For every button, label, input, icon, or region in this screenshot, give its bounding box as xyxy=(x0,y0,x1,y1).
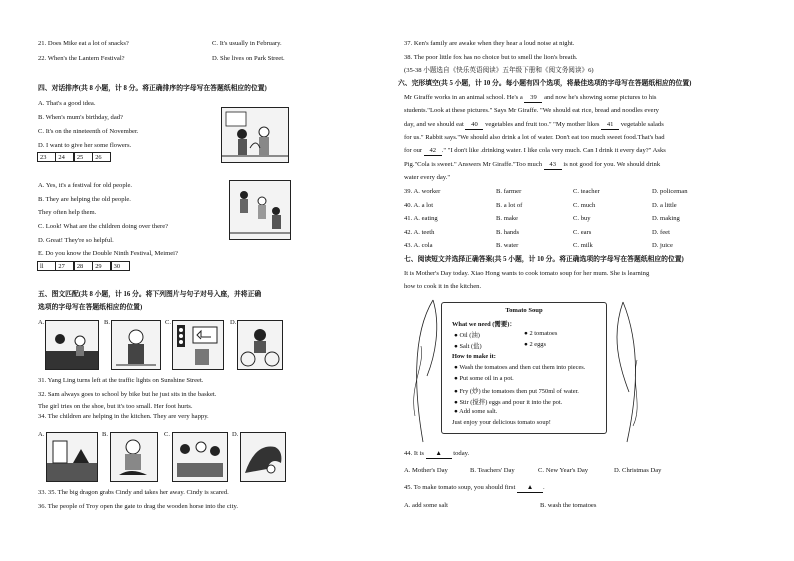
picture-c1-traffic xyxy=(172,320,224,370)
order-boxes-2 xyxy=(37,261,129,271)
q22-text: 22. When's the Lantern Festival? xyxy=(38,55,125,62)
dialogue1-line: C. It's on the nineteenth of November. xyxy=(38,128,139,135)
section-5-title: 五、图文匹配(共 8 小题，计 16 分。将下列图片与句子对号入座，并将正确 xyxy=(38,291,262,298)
birthday-illustration xyxy=(221,107,289,163)
option-41-a[interactable]: 41. A. eating xyxy=(404,215,438,222)
ingredient: ● 2 eggs xyxy=(524,341,546,348)
dialogue1-line: A. That's a good idea. xyxy=(38,100,96,107)
recipe-card-area xyxy=(405,296,643,444)
option-44-d[interactable]: D. Christmas Day xyxy=(614,467,662,474)
order-box[interactable]: ll xyxy=(37,261,56,271)
sentence-37: 37. Ken's family are awake when they hear a loud noise at night. xyxy=(404,40,575,47)
cloze-line-1 xyxy=(404,94,656,103)
order-box[interactable]: 27 xyxy=(55,261,74,271)
cloze-text: Mr Giraffe works in an animal school. He's a xyxy=(404,94,525,101)
recipe-need: What we need (需要)： xyxy=(452,321,516,328)
reading-intro-cont: how to cook it in the kitchen. xyxy=(404,283,482,290)
helping-drawing xyxy=(230,181,290,239)
picture-c2-kitchen xyxy=(172,432,228,482)
q45-text: . xyxy=(542,484,545,491)
option-44-c[interactable]: C. New Year's Day xyxy=(538,467,589,474)
order-boxes-1 xyxy=(37,152,111,162)
bike-drawing xyxy=(238,321,282,369)
option-43-a[interactable]: 43. A. cola xyxy=(404,242,433,249)
q21-text: 21. Does Mike eat a lot of snacks? xyxy=(38,40,129,47)
picture-b1 xyxy=(111,320,161,370)
recipe-step: ● Stir (搅拌) eggs and pour it into the pot. xyxy=(454,399,563,406)
dialogue1-line: B. When's mum's birthday, dad? xyxy=(38,114,123,121)
recipe-step: ● Wash the tomatoes and then cut them into pieces. xyxy=(454,364,586,371)
option-39-b[interactable]: B. farmer xyxy=(496,188,522,195)
option-42-a[interactable]: 42. A. teeth xyxy=(404,229,435,236)
option-41-d[interactable]: D. making xyxy=(652,215,680,222)
reading-intro: It is Mother's Day today. Xiao Hong wants to cook tomato soup for her mum. She is learning xyxy=(404,270,650,277)
troy-drawing xyxy=(47,433,97,481)
cloze-line-3 xyxy=(404,121,664,130)
source-note: (35-38 小题选自《快乐英语阅读》五年级下册和《阅文务阅读》6) xyxy=(404,67,594,74)
birthday-drawing xyxy=(222,108,288,162)
shoe-drawing xyxy=(111,433,157,481)
sentence-35: 33. 35. The big dragon grabs Cindy and takes her away. Cindy is scared. xyxy=(38,489,229,496)
blank-42[interactable]: 42 xyxy=(424,147,442,156)
cloze-text: day, and we should eat xyxy=(404,121,466,128)
ingredient: ● 2 tomatoes xyxy=(524,330,558,337)
option-42-d[interactable]: D. feet xyxy=(652,229,670,236)
section-4-title: 四、对话排序(共 8 小题，计 8 分。将正确排序的字母写在答题纸相应的位置) xyxy=(38,85,267,92)
order-box[interactable]: 29 xyxy=(92,261,111,271)
option-45-b[interactable]: B. wash the tomatoes xyxy=(540,502,597,509)
cloze-line-7: water every day." xyxy=(404,174,451,181)
option-41-b[interactable]: B. make xyxy=(496,215,518,222)
q21-answer: C. It's usually in February. xyxy=(212,40,282,47)
cloze-line-5 xyxy=(404,147,666,156)
order-box[interactable]: 26 xyxy=(92,152,111,162)
recipe-card xyxy=(441,302,607,434)
blank-41[interactable]: 41 xyxy=(601,121,619,130)
cloze-text: is not good for you. We should drink xyxy=(561,161,661,168)
cloze-text: vegetable salads xyxy=(619,121,664,128)
kitchen-drawing xyxy=(173,433,227,481)
pic-label-c2: C. xyxy=(164,431,170,438)
option-43-b[interactable]: B. water xyxy=(496,242,519,249)
q22-answer: D. She lives on Park Street. xyxy=(212,55,285,62)
order-box[interactable]: 23 xyxy=(37,152,56,162)
blank-43[interactable]: 43 xyxy=(544,161,562,170)
option-43-d[interactable]: D. juice xyxy=(652,242,673,249)
story-drawing xyxy=(112,321,160,369)
pic-label-a1: A. xyxy=(38,319,45,326)
cloze-line-4: for us." Rabbit says."We should also drink a lot of water. Don't eat too much sweet food.That's bad xyxy=(404,134,665,141)
option-40-c[interactable]: C. much xyxy=(573,202,596,209)
dialogue2-line: D. Great! They're so helpful. xyxy=(38,237,114,244)
option-39-c[interactable]: C. teacher xyxy=(573,188,600,195)
option-39-d[interactable]: D. policeman xyxy=(652,188,688,195)
option-40-a[interactable]: 40. A. a lot xyxy=(404,202,434,209)
option-40-b[interactable]: B. a lot of xyxy=(496,202,523,209)
section-7-title: 七、阅读短文并选择正确答案(共 5 小题，计 10 分。将正确选项的字母写在答题纸相应的位置) xyxy=(404,256,684,263)
cloze-text: ." "I don't like .drinking water. I like cola very much. Can I drink it every day?" Asks xyxy=(441,147,666,154)
pic-label-b1: B. xyxy=(104,319,110,326)
recipe-step: ● Fry (炒) the tomatoes then put 750ml of water. xyxy=(454,388,579,395)
order-box[interactable]: 25 xyxy=(74,152,93,162)
dialogue1-line: D. I want to give her some flowers. xyxy=(38,142,132,149)
sentence-31: 31. Yang Ling turns left at the traffic lights on Sunshine Street. xyxy=(38,377,204,384)
q44-text: today. xyxy=(451,450,470,457)
option-44-a[interactable]: A. Mother's Day xyxy=(404,467,448,474)
recipe-step: ● Put some oil in a pot. xyxy=(454,375,514,382)
option-42-b[interactable]: B. hands xyxy=(496,229,520,236)
option-39-a[interactable]: 39. A. worker xyxy=(404,188,441,195)
blank-39[interactable]: 39 xyxy=(524,94,542,103)
pic-label-b2: B. xyxy=(102,431,108,438)
order-box[interactable]: 30 xyxy=(111,261,130,271)
option-44-b[interactable]: B. Teachers' Day xyxy=(470,467,515,474)
blank-40[interactable]: 40 xyxy=(465,121,483,130)
recipe-step: ● Add some salt. xyxy=(454,408,498,415)
sentence-38: 38. The poor little fox has no choice but to smell the lion's breath. xyxy=(404,54,578,61)
recipe-title: Tomato Soup xyxy=(505,307,543,314)
ingredient: ● Salt (盐) xyxy=(454,343,482,350)
dialogue2-line: A. Yes, it's a festival for old people. xyxy=(38,182,133,189)
sentence-34: 34. The children are helping in the kitchen. They are very happy. xyxy=(38,413,209,420)
cloze-line-2: students."Look at these pictures." Says Mr Giraffe. "We should eat rice, bread and noodles every xyxy=(404,107,659,114)
picture-a2 xyxy=(46,432,98,482)
dialogue2-line: B. They are helping the old people. xyxy=(38,196,131,203)
traffic-drawing xyxy=(173,321,223,369)
dialogue2-line: They often help them. xyxy=(38,209,97,216)
ingredient: ● Oil (油) xyxy=(454,332,480,339)
cloze-text: Pig."Cola is sweet." Answers Mr Giraffe."Too much xyxy=(404,161,544,168)
blank-45[interactable]: ▲ xyxy=(517,484,543,493)
blank-44[interactable]: ▲ xyxy=(426,450,452,459)
picture-d1-bike xyxy=(237,320,283,370)
pic-label-a2: A. xyxy=(38,431,45,438)
picture-d2-dragon xyxy=(240,432,286,482)
cloze-text: for our xyxy=(404,147,424,154)
cloze-text: and now he's showing some pictures to his xyxy=(542,94,657,101)
option-43-c[interactable]: C. milk xyxy=(573,242,593,249)
option-45-a[interactable]: A. add some salt xyxy=(404,502,448,509)
dragon-drawing xyxy=(241,433,285,481)
option-40-d[interactable]: D. a little xyxy=(652,202,677,209)
dialogue2-line: E. Do you know the Double Ninth Festival, Meimei? xyxy=(38,250,178,257)
sentence-33: The girl tries on the shoe, but it's too small. Her foot hurts. xyxy=(38,403,193,410)
section-5-title-cont: 选项的字母写在答题纸相应的位置) xyxy=(38,304,143,311)
option-42-c[interactable]: C. ears xyxy=(573,229,592,236)
q44-text: 44. It is xyxy=(404,450,426,457)
sentence-36: 36. The people of Troy open the gate to drag the wooden horse into the city. xyxy=(38,503,238,510)
question-45 xyxy=(404,484,545,493)
option-41-c[interactable]: C. buy xyxy=(573,215,591,222)
helping-old-people-illustration xyxy=(229,180,291,240)
recipe-end: Just enjoy your delicious tomato soup! xyxy=(452,419,551,426)
story-drawing xyxy=(46,321,98,369)
picture-b2 xyxy=(110,432,158,482)
order-box[interactable]: 28 xyxy=(74,261,93,271)
cloze-line-6 xyxy=(404,161,660,170)
q45-text: 45. To make tomato soup, you should first xyxy=(404,484,517,491)
section-6-title: 六、完形填空(共 5 小题，计 10 分。每小题有四个选项，将最佳选项的字母写在答题纸相应的位置) xyxy=(398,80,692,87)
pic-label-d1: D. xyxy=(230,319,237,326)
sentence-32: 32. Sam always goes to school by bike but he just sits in the basket. xyxy=(38,391,217,398)
dialogue2-line: C. Look! What are the children doing over there? xyxy=(38,223,169,230)
order-box[interactable]: 24 xyxy=(55,152,74,162)
pic-label-c1: C. xyxy=(165,319,171,326)
pic-label-d2: D. xyxy=(232,431,239,438)
recipe-howto: How to make it: xyxy=(452,353,496,360)
picture-a1 xyxy=(45,320,99,370)
question-44 xyxy=(404,450,469,459)
cloze-text: vegetables and fruit too." "My mother likes xyxy=(483,121,602,128)
